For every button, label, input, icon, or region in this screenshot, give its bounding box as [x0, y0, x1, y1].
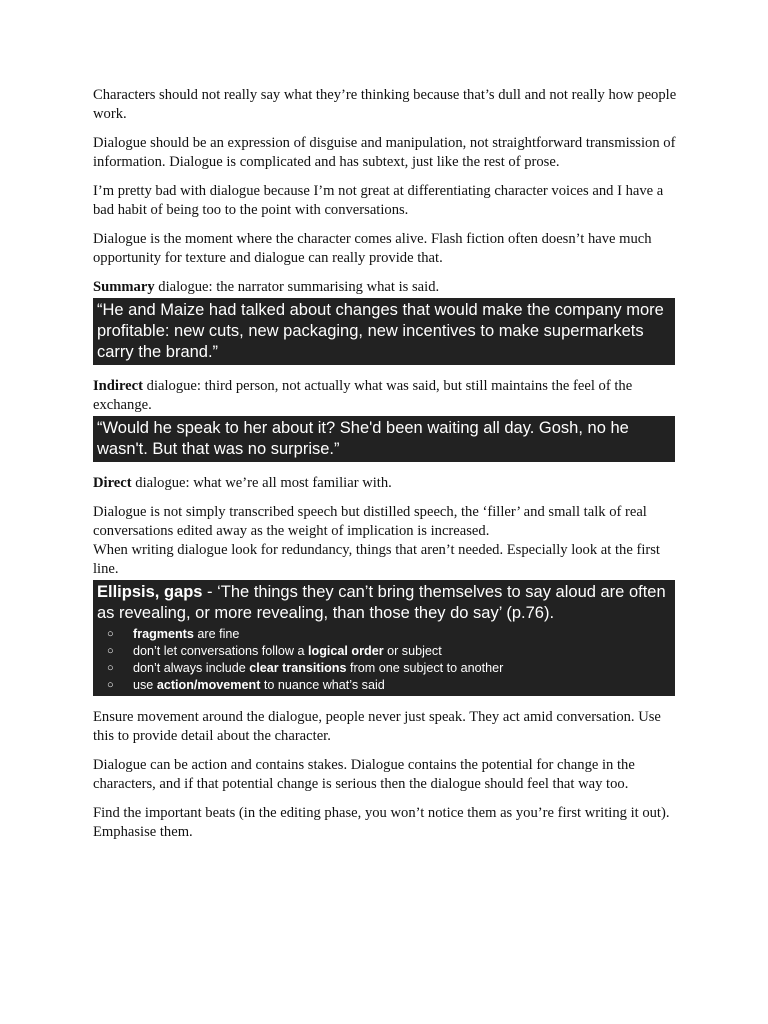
paragraph-distilled-speech: Dialogue is not simply transcribed speech but distilled speech, the ‘filler’ and small talk of real conversations edited away as the weight of implication is increased. — [93, 504, 647, 539]
paragraph-action-stakes: Dialogue can be action and contains stakes. Dialogue contains the potential for change in the characters, and if that potential change is serious then the dialogue should feel that way too. — [93, 757, 635, 792]
bullet-item: ○ use action/movement to nuance what’s said — [107, 678, 385, 692]
circle-bullet-icon: ○ — [107, 662, 114, 674]
ellipsis-quote: - ‘The things they can’t bring themselves to say aloud are often as revealing, or more revealing, than those they do say’ (p.76). — [97, 583, 666, 622]
summary-quote-box — [93, 298, 675, 365]
summary-quote-text: “He and Maize had talked about changes that would make the company more profitable: new cuts, new packaging, new incentives to make supermarkets carry the brand.” — [97, 301, 664, 361]
paragraph-important-beats: Find the important beats (in the editing phase, you won’t notice them as you’re first writing it out). Emphasise them. — [93, 805, 670, 840]
summary-definition: dialogue: the narrator summarising what is said. — [154, 279, 440, 295]
circle-bullet-icon: ○ — [107, 679, 114, 691]
circle-bullet-icon: ○ — [107, 628, 114, 640]
paragraph-movement: Ensure movement around the dialogue, people never just speak. They act amid conversation. Use this to provide detail about the character. — [93, 709, 661, 744]
direct-definition: dialogue: what we’re all most familiar with. — [131, 475, 392, 491]
indirect-definition: dialogue: third person, not actually what was said, but still maintains the feel of the exchange. — [93, 378, 633, 413]
paragraph-characters: Characters should not really say what they’re thinking because that’s dull and not really how people work. — [93, 87, 677, 122]
indirect-term: Indirect — [93, 378, 143, 394]
paragraph-direct-dialogue — [93, 474, 677, 493]
summary-term: Summary — [93, 279, 155, 295]
bullet-item: ○ don’t always include clear transitions from one subject to another — [107, 661, 504, 675]
bullet-item: ○ fragments are fine — [107, 627, 240, 641]
document-page — [93, 86, 677, 852]
ellipsis-title: Ellipsis, gaps — [97, 583, 203, 601]
circle-bullet-icon: ○ — [107, 645, 114, 657]
paragraph-bad-with-dialogue: I’m pretty bad with dialogue because I’m not great at differentiating character voices and I have a bad habit of being too to the point with conversations. — [93, 183, 664, 218]
paragraph-summary-dialogue — [93, 278, 677, 297]
ellipsis-gaps-box — [93, 580, 675, 696]
paragraph-redundancy: When writing dialogue look for redundancy, things that aren’t needed. Especially look at the first line. — [93, 542, 660, 577]
paragraph-comes-alive: Dialogue is the moment where the character comes alive. Flash fiction often doesn’t have much opportunity for texture and dialogue can really provide that. — [93, 231, 652, 266]
ellipsis-headline — [97, 582, 671, 624]
direct-term: Direct — [93, 475, 132, 491]
ellipsis-bullet-list — [97, 626, 671, 694]
indirect-quote-box — [93, 416, 675, 462]
paragraph-indirect-dialogue — [93, 377, 677, 415]
paragraph-disguise: Dialogue should be an expression of disguise and manipulation, not straightforward transmission of information. Dialogue is complicated and has subtext, just like the rest of prose. — [93, 135, 676, 170]
indirect-quote-text: “Would he speak to her about it? She'd been waiting all day. Gosh, no he wasn't. But that was no surprise.” — [97, 419, 629, 458]
bullet-item: ○ don’t let conversations follow a logical order or subject — [107, 644, 442, 658]
